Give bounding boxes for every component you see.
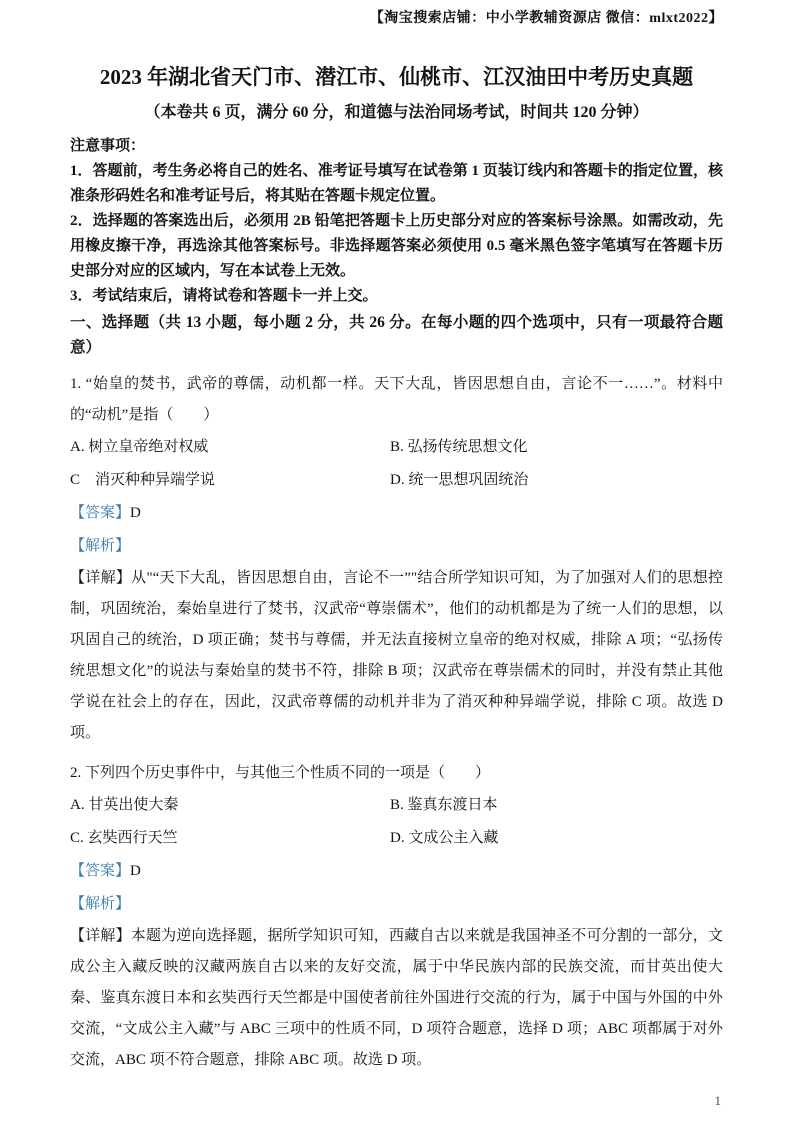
question-2-detail: 【详解】本题为逆向选择题，据所学知识可知，西藏自古以来就是我国神圣不可分割的一部分，文成公主入藏反映的汉藏两族自古以来的友好交流，属于中华民族内部的民族交流，而甘英出使大秦、鉴真东渡日本和玄奘西行天竺都是中国使者前往外国进行交流的行为，属于中国与外国的中外交流，“文成公主入藏”与 ABC 三项中的性质不同，D 项符合题意，选择 D 项；ABC 项都属于对外交流，ABC 项不符合题意，排除 ABC 项。故选 D 项。 — [70, 928, 723, 1068]
question-1-answer-line — [70, 497, 723, 530]
answer-label: 【答案】 — [70, 863, 131, 879]
answer-value: D — [130, 505, 141, 521]
analysis-label: 【解析】 — [70, 896, 131, 912]
question-1 — [70, 369, 723, 749]
question-1-stem: 1. “始皇的焚书，武帝的尊儒，动机都一样。天下大乱，皆因思想自由，言论不一……”。材料中的“动机”是指（ ） — [70, 376, 723, 423]
question-1-options — [70, 431, 723, 497]
question-2-option-d: D. 文成公主入藏 — [390, 830, 499, 846]
exam-subtitle: （本卷共 6 页，满分 60 分，和道德与法治同场考试，时间共 120 分钟） — [144, 104, 649, 121]
question-2 — [70, 758, 723, 1076]
question-2-answer-line — [70, 855, 723, 888]
section-heading-multiple-choice: 一、选择题（共 13 小题，每小题 2 分，共 26 分。在每小题的四个选项中，只有一项最符合题意） — [70, 314, 723, 356]
notices-heading: 注意事项： — [70, 138, 146, 154]
question-1-option-d: D. 统一思想巩固统治 — [390, 472, 529, 488]
question-1-option-a: A. 树立皇帝绝对权威 — [70, 439, 209, 455]
page-title: 2023 年湖北省天门市、潜江市、仙桃市、江汉油田中考历史真题 — [99, 65, 694, 89]
question-1-detail: 【详解】从"“天下大乱，皆因思想自由，言论不一”"结合所学知识可知，为了加强对人们的思想控制，巩固统治，秦始皇进行了焚书，汉武帝“尊崇儒术”，他们的动机都是为了统一人们的思想，以巩固自己的统治，D 项正确；焚书与尊儒，并无法直接树立皇帝的绝对权威，排除 A 项；“弘扬传统思想文化”的说法与秦始皇的焚书不符，排除 B 项；汉武帝在尊崇儒术的同时，并没有禁止其他学说在社会上的存在，因此，汉武帝尊儒的动机并非为了消灭种种异端学说，排除 C 项。故选 D 项。 — [70, 570, 723, 741]
header-shop-note: 【淘宝搜索店铺：中小学教辅资源店 微信：mlxt2022】 — [369, 11, 723, 26]
question-1-option-c: C 消灭种种异端学说 — [70, 472, 216, 488]
answer-label: 【答案】 — [70, 505, 131, 521]
question-1-analysis-line — [70, 530, 723, 563]
question-2-option-b: B. 鉴真东渡日本 — [390, 797, 498, 813]
question-2-option-a: A. 甘英出使大秦 — [70, 797, 179, 813]
notice-item-1: 1．答题前，考生务必将自己的姓名、准考证号填写在试卷第 1 页装订线内和答题卡的指定位置，核准条形码姓名和准考证号后，将其贴在答题卡规定位置。 — [70, 163, 723, 204]
answer-value: D — [130, 863, 141, 879]
analysis-label: 【解析】 — [70, 538, 131, 554]
question-2-option-c: C. 玄奘西行天竺 — [70, 830, 178, 846]
question-2-analysis-line — [70, 888, 723, 921]
question-2-options — [70, 789, 723, 855]
page-number: 1 — [714, 1093, 721, 1108]
question-1-option-b: B. 弘扬传统思想文化 — [390, 439, 528, 455]
question-2-stem: 2. 下列四个历史事件中，与其他三个性质不同的一项是（ ） — [70, 765, 491, 781]
notice-item-2: 2．选择题的答案选出后，必须用 2B 铅笔把答题卡上历史部分对应的答案标号涂黑。如需改动，先用橡皮擦干净，再选涂其他答案标号。非选择题答案必须使用 0.5 毫米黑色签字笔填写在答题卡历史部分对应的区域内，写在本试卷上无效。 — [70, 213, 723, 279]
notices-section — [70, 134, 723, 309]
notice-item-3: 3．考试结束后，请将试卷和答题卡一并上交。 — [70, 288, 378, 304]
